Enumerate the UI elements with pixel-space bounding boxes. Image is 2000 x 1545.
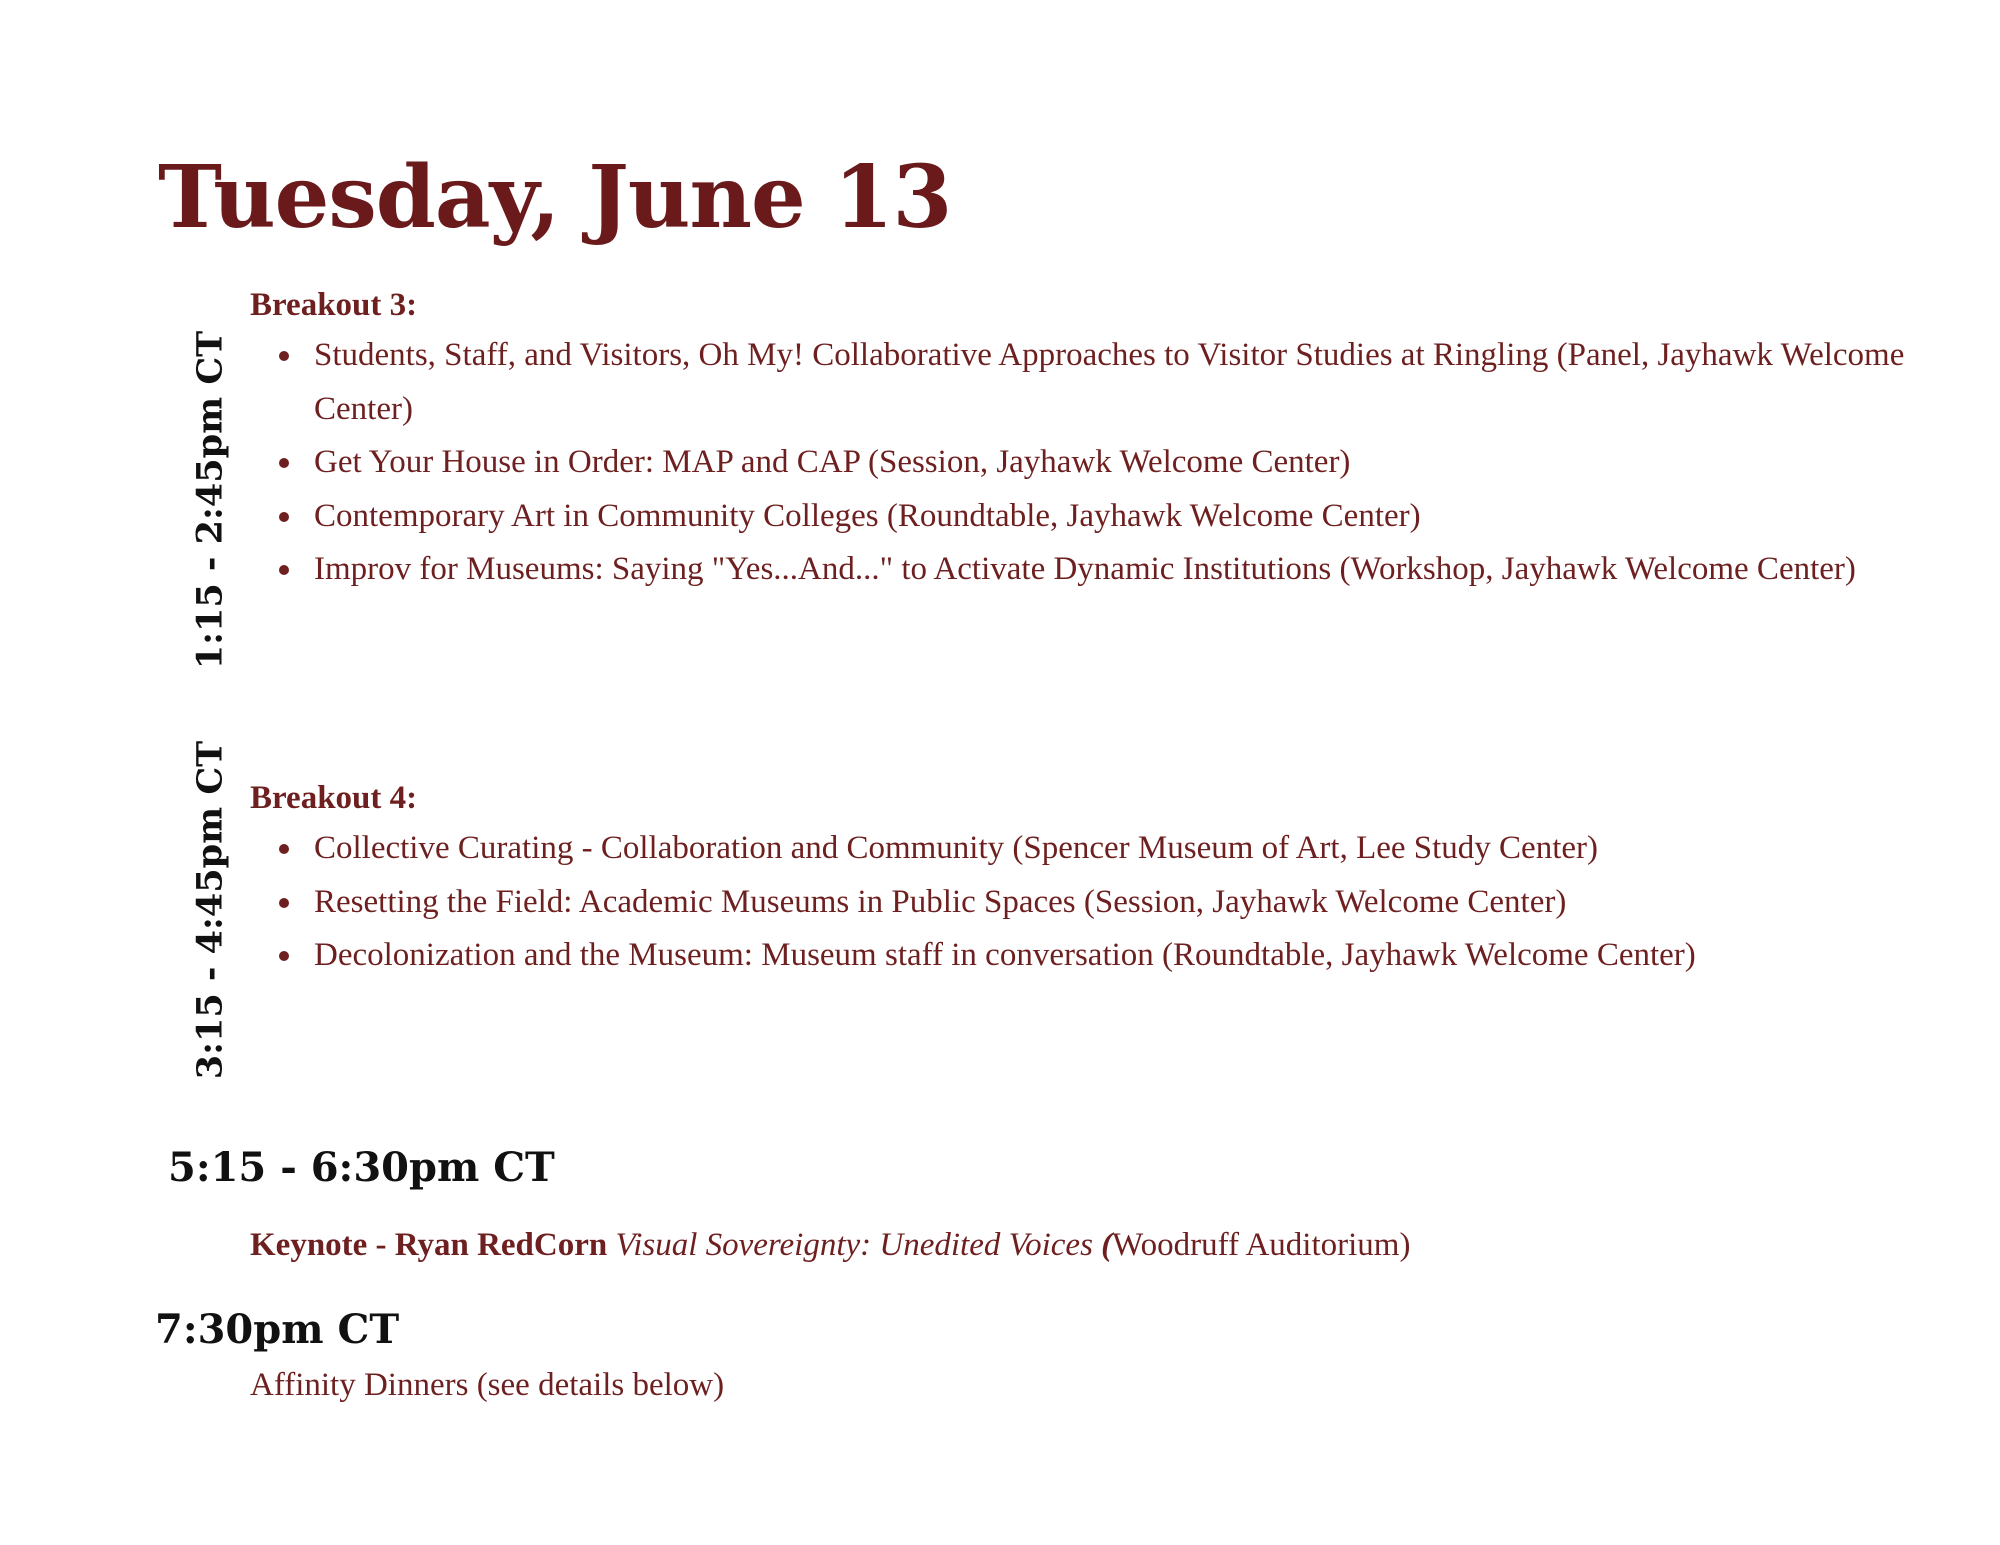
time-slot-2-label: 3:15 - 4:45pm CT xyxy=(189,740,231,1080)
keynote-label: Keynote - Ryan RedCorn xyxy=(250,1227,616,1263)
session-item xyxy=(250,876,1950,930)
breakout-4-session-list xyxy=(250,822,1950,983)
session-item xyxy=(250,543,1950,597)
session-item xyxy=(250,490,1950,544)
session-text: Decolonization and the Museum: Museum staff in conversation (Roundtable, Jayhawk Welcome Center) xyxy=(314,937,1696,973)
bullet-icon xyxy=(279,458,289,468)
session-item xyxy=(250,329,1950,436)
bullet-icon xyxy=(279,951,289,961)
keynote-location: Woodruff Auditorium) xyxy=(1112,1227,1411,1263)
session-text: Collective Curating - Collaboration and Community (Spencer Museum of Art, Lee Study Center) xyxy=(314,830,1599,866)
page-title: Tuesday, June 13 xyxy=(158,147,952,248)
breakout-4-heading: Breakout 4: xyxy=(250,780,418,816)
breakout-3-heading: Breakout 3: xyxy=(250,287,418,323)
bullet-icon xyxy=(279,351,289,361)
time-slot-1-label: 1:15 - 2:45pm CT xyxy=(189,330,231,670)
breakout-3-session-list xyxy=(250,329,1950,597)
bullet-icon xyxy=(279,844,289,854)
session-item xyxy=(250,929,1950,983)
keynote-title: Visual Sovereignty: Unedited Voices xyxy=(615,1227,1102,1263)
affinity-dinners-text: Affinity Dinners (see details below) xyxy=(250,1367,725,1403)
dinner-time: 7:30pm CT xyxy=(155,1306,400,1353)
session-text: Resetting the Field: Academic Museums in Public Spaces (Session, Jayhawk Welcome Center) xyxy=(314,883,1567,920)
bullet-icon xyxy=(279,898,289,908)
bullet-icon xyxy=(279,512,289,522)
breakout-3-block xyxy=(250,285,1950,597)
session-text: Contemporary Art in Community Colleges (Roundtable, Jayhawk Welcome Center) xyxy=(314,497,1421,534)
keynote-line xyxy=(250,1226,1410,1266)
session-item xyxy=(250,822,1950,876)
bullet-icon xyxy=(279,565,289,575)
keynote-time: 5:15 - 6:30pm CT xyxy=(168,1144,555,1191)
keynote-open-paren: ( xyxy=(1101,1227,1113,1263)
breakout-4-block xyxy=(250,778,1950,983)
session-text: Get Your House in Order: MAP and CAP (Session, Jayhawk Welcome Center) xyxy=(314,444,1351,480)
session-text: Improv for Museums: Saying "Yes...And..." to Activate Dynamic Institutions (Workshop, Jayhawk Welcome Center) xyxy=(314,551,1856,587)
session-item xyxy=(250,436,1950,490)
session-text: Students, Staff, and Visitors, Oh My! Collaborative Approaches to Visitor Studies at Ringling (Panel, Jayhawk Welcome Center) xyxy=(314,337,1905,427)
